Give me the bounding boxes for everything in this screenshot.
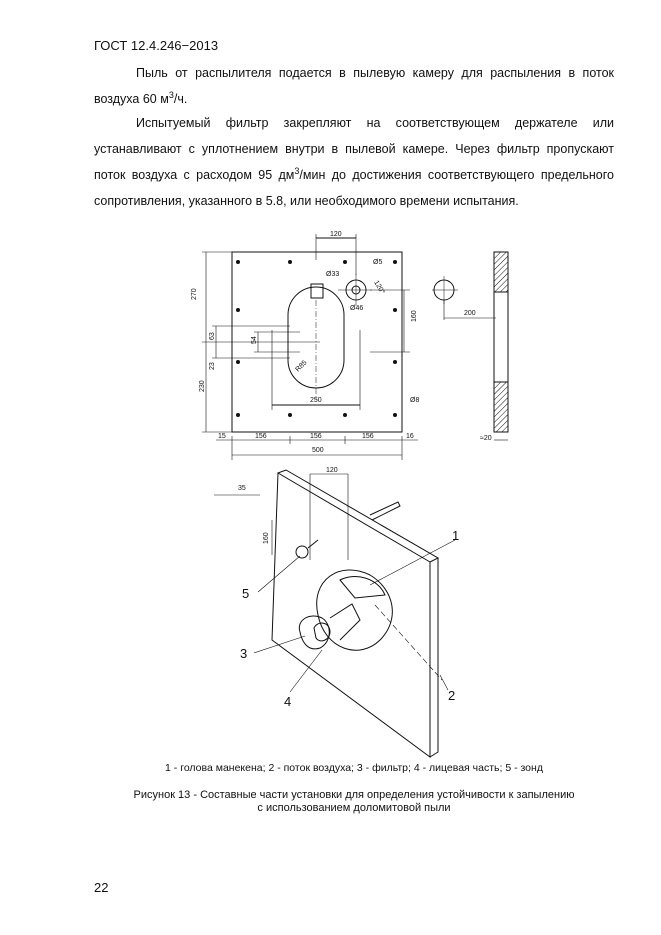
iso-dim-160: 160 [263,532,270,544]
dim-16: 16 [406,433,414,440]
dim-r85: R85 [294,359,309,374]
figure-title-line2: с использованием доломитовой пыли [257,802,451,814]
dim-d8: Ø8 [410,397,420,404]
page-number: 22 [94,880,109,895]
dim-230: 230 [199,380,206,392]
isometric-assembly-drawing [0,460,661,760]
dim-120: 120 [330,231,342,238]
callout-4: 4 [284,694,292,709]
paragraph-1-line1: Пыль от распылителя подается в пылевую камеру для распыления в поток [136,66,614,80]
dim-20: ≈20 [480,435,492,442]
figure-title-line1: Рисунок 13 - Составные части установки для определения устойчивости к запылению [133,789,575,801]
dim-156-b: 156 [310,433,322,440]
iso-dim-120: 120 [326,467,338,474]
figure-legend: 1 - голова манекена; 2 - поток воздуха; 3 - фильтр; 4 - лицевая часть; 5 - зонд [165,762,543,774]
dim-500: 500 [312,447,324,454]
dim-200: 200 [464,310,476,317]
iso-dim-35: 35 [238,485,246,492]
paragraph-1-line2: воздуха 60 $м^3/ч$. [94,89,188,106]
callout-1: 1 [452,528,460,543]
dim-120deg: 120° [372,279,386,296]
callout-5: 5 [242,586,250,601]
dim-d46: Ø46 [350,305,364,312]
paragraph-2: Испытуемый фильтр закрепляют на соответствующем держателе или устанавливают с уплотнением внутри в пылевой камере. Через фильтр пропускают поток воздуха с расходом 95 $дм^3$/мин до достижения соответствующего предельного сопротивления, указанного в 5.8, или необходимого времени испытания. [94,116,614,208]
dim-160: 160 [411,310,418,322]
dim-d33: Ø33 [326,271,340,278]
callout-3: 3 [240,646,248,661]
dim-250: 250 [310,397,322,404]
dim-156-a: 156 [255,433,267,440]
callout-2: 2 [448,688,456,703]
dim-63: 63 [209,332,216,340]
dim-15: 15 [218,433,226,440]
document-header: ГОСТ 12.4.246−2013 [94,38,219,53]
dim-23: 23 [209,362,216,370]
dim-270: 270 [191,288,198,300]
dim-156-c: 156 [362,433,374,440]
dim-d5: Ø5 [373,259,383,266]
figure-title [94,789,614,815]
dim-54: 54 [251,336,258,344]
